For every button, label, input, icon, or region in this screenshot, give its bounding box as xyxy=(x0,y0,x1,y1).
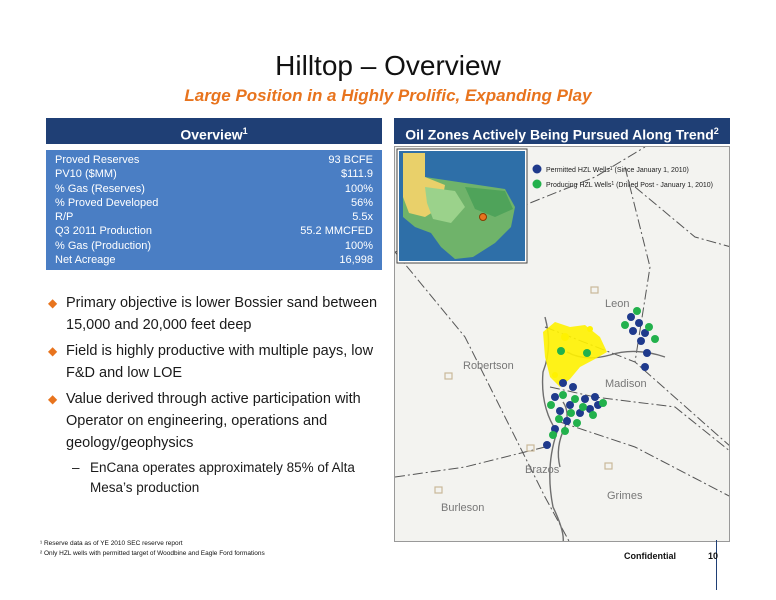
permitted-legend-label: Permitted HZL Wells$^1$ (Since January 1, 2010) xyxy=(546,166,689,174)
slide-title: Hilltop – Overview xyxy=(275,50,501,81)
footnote-2: ² Only HZL wells with permitted target of Woodbine and Eagle Ford formations xyxy=(40,550,265,557)
row-value: 55.2 MMCFED xyxy=(300,225,373,238)
county-label-madison: Madison xyxy=(605,378,647,390)
row-label: Proved Reserves xyxy=(55,154,140,166)
county-label-burleson: Burleson xyxy=(441,502,485,514)
map-header-footnote: 2 xyxy=(713,126,719,136)
page-number: 10 xyxy=(708,551,719,561)
sub-bullet-text: EnCana operates approximately 85% of Alta Mesa’s production xyxy=(90,460,355,495)
county-label-robertson: Robertson xyxy=(463,360,514,372)
confidential-label: Confidential xyxy=(624,551,676,561)
bullet-text: Value derived through active participation with Operator on engineering, operations and geology/geophysics xyxy=(66,391,361,451)
map-graphic xyxy=(395,147,730,542)
overview-header xyxy=(46,118,382,144)
bullet-list xyxy=(48,292,388,498)
slide-subtitle: Large Position in a Highly Prolific, Expanding Play xyxy=(184,86,592,105)
row-value: 56% xyxy=(350,196,373,209)
table-row xyxy=(55,153,373,167)
sub-bullet-item xyxy=(48,458,388,498)
overview-table xyxy=(46,150,382,270)
diamond-bullet-icon: ◆ xyxy=(48,392,58,406)
table-row xyxy=(55,224,373,238)
footnote-1: ¹ Reserve data as of YE 2010 SEC reserve report xyxy=(40,540,183,547)
diamond-bullet-icon: ◆ xyxy=(48,296,58,310)
overview-header-footnote: 1 xyxy=(242,126,248,136)
diamond-bullet-icon: ◆ xyxy=(48,344,58,358)
bullet-text: Primary objective is lower Bossier sand between 15,000 and 20,000 feet deep xyxy=(66,295,378,333)
table-row xyxy=(55,167,373,181)
table-row xyxy=(55,239,373,253)
table-row xyxy=(55,182,373,196)
texas-inset-map xyxy=(397,149,527,263)
overview-header-text: Overview xyxy=(180,126,243,143)
bullet-text: Field is highly productive with multiple pays, low F&D and low LOE xyxy=(66,343,374,381)
table-row xyxy=(55,210,373,224)
county-label-grimes: Grimes xyxy=(607,490,643,502)
row-value: 93 BCFE xyxy=(328,154,373,166)
row-label: % Gas (Reserves) xyxy=(55,182,145,195)
row-value: 16,998 xyxy=(339,254,373,267)
producing-legend-icon xyxy=(533,180,542,189)
dash-bullet-icon: – xyxy=(72,460,80,475)
row-label: Q3 2011 Production xyxy=(55,225,153,238)
map-header xyxy=(394,118,730,144)
row-label: % Proved Developed xyxy=(55,196,159,209)
permitted-legend-icon xyxy=(533,165,542,174)
row-value: 100% xyxy=(344,182,373,195)
row-label: % Gas (Production) xyxy=(55,239,151,252)
bullet-item xyxy=(48,340,388,384)
bullet-item xyxy=(48,388,388,454)
table-row xyxy=(55,196,373,210)
row-label: Net Acreage xyxy=(55,254,116,267)
row-value: 5.5x xyxy=(352,211,373,224)
row-label: R/P xyxy=(55,211,74,224)
bullet-item xyxy=(48,292,388,336)
row-value: 100% xyxy=(344,239,373,252)
row-value: $111.9 xyxy=(340,168,373,181)
county-label-brazos: Brazos xyxy=(525,464,560,476)
county-map xyxy=(394,146,730,542)
table-row xyxy=(55,253,373,267)
county-label-leon: Leon xyxy=(605,298,630,310)
map-header-text: Oil Zones Actively Being Pursued Along Trend xyxy=(405,126,714,143)
row-label: PV10 ($MM) xyxy=(55,168,117,181)
producing-legend-label: Producing HZL Wells$^1$ (Drilled Post - January 1, 2010) xyxy=(546,181,713,189)
footer-divider xyxy=(716,540,717,590)
